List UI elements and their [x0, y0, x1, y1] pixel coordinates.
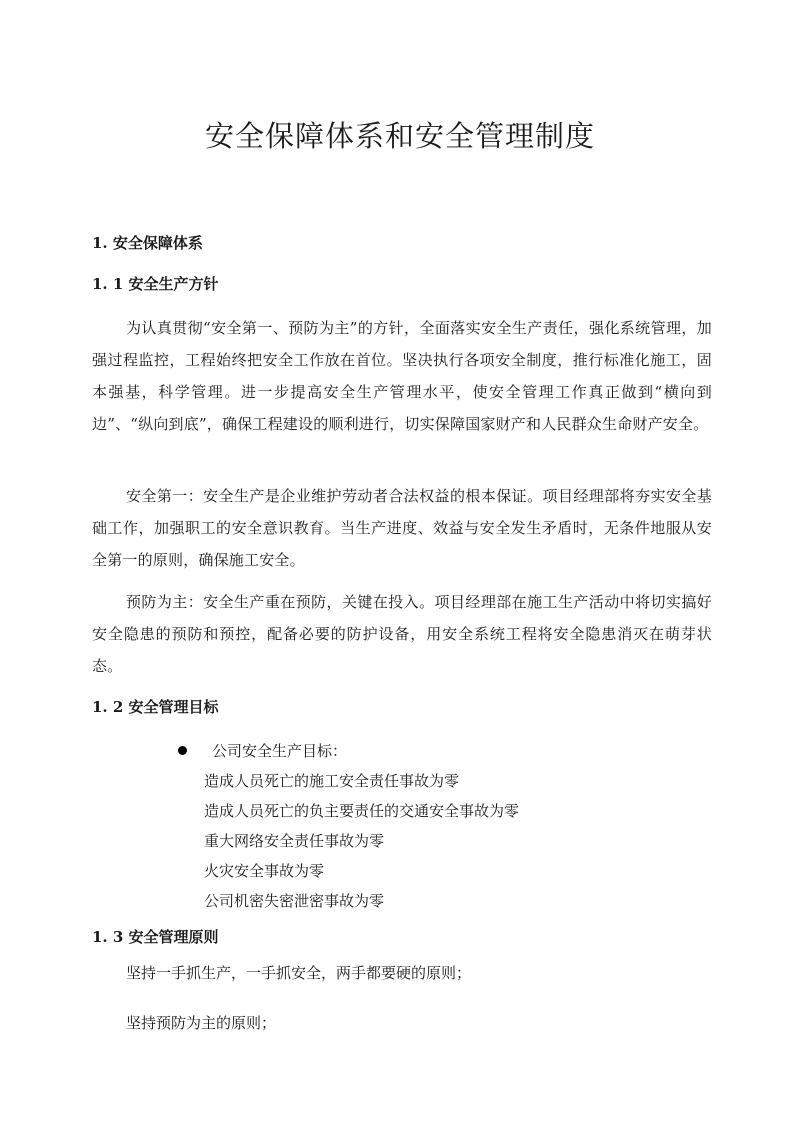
goals-sub-list [178, 766, 519, 916]
principle-2: 坚持预防为主的原则； [126, 1014, 277, 1032]
document-title: 安全保障体系和安全管理制度 [204, 119, 595, 153]
paragraph-safety-first: 安全第一：安全生产是企业维护劳动者合法权益的根本保证。项目经理部将夯实安全基础工作，加强职工的安全意识教育。当生产进度、效益与安全发生矛盾时，无条件地服从安全第一的原则，确保施工安全。 [92, 487, 712, 569]
goal-item: 造成人员死亡的负主要责任的交通安全事故为零 [204, 802, 520, 820]
goals-label: 公司安全生产目标： [212, 742, 348, 760]
section-heading-1-1: 1. 1 安全生产方针 [92, 275, 219, 293]
bullet-dot-icon [178, 746, 187, 755]
section-heading-1: 1. 安全保障体系 [92, 234, 203, 252]
goals-bullet-row [178, 736, 519, 766]
goal-item: 造成人员死亡的施工安全责任事故为零 [204, 772, 460, 790]
section-heading-1-2: 1. 2 安全管理目标 [92, 698, 219, 716]
goal-item: 火灾安全事故为零 [204, 862, 325, 880]
goal-item: 重大网络安全责任事故为零 [204, 832, 385, 850]
paragraph-policy: 为认真贯彻“安全第一、预防为主”的方针，全面落实安全生产责任，强化系统管理，加强过程监控，工程始终把安全工作放在首位。坚决执行各项安全制度，推行标准化施工，固本强基，科学管理。进一步提高安全生产管理水平，使安全管理工作真正做到“横向到边”、“纵向到底”，确保工程建设的顺利进行，切实保障国家财产和人民群众生命财产安全。 [92, 319, 712, 433]
goals-list [178, 736, 519, 916]
paragraph-prevention: 预防为主：安全生产重在预防，关键在投入。项目经理部在施工生产活动中将切实搞好安全隐患的预防和预控，配备必要的防护设备，用安全系统工程将安全隐患消灭在萌芽状态。 [92, 593, 712, 675]
section-heading-1-3: 1. 3 安全管理原则 [92, 928, 219, 946]
goal-item: 公司机密失密泄密事故为零 [204, 892, 385, 910]
principle-1: 坚持一手抓生产，一手抓安全，两手都要硬的原则； [126, 964, 472, 982]
